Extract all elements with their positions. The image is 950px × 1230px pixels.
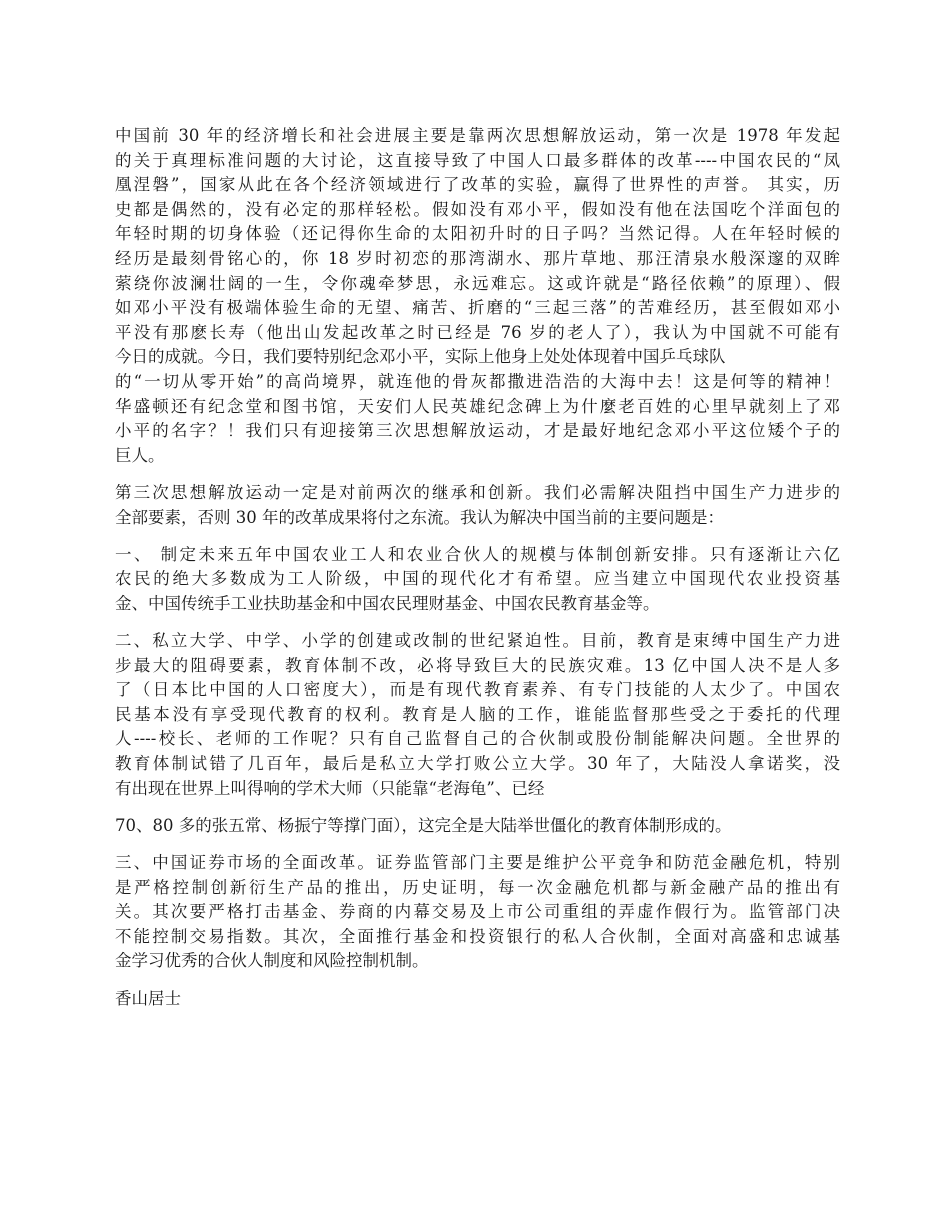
- text-line: 史都是偶然的，没有必定的那样轻松。假如没有邓小平，假如没有他在法国吃个洋面包的: [115, 199, 840, 219]
- text-line: 平没有那麽长寿（他出山发起改革之时已经是 76 岁的老人了），我认为中国就不可能有: [115, 322, 840, 342]
- text-line: 关。其次要严格打击基金、券商的内幕交易及上市公司重组的弄虚作假行为。监管部门决: [115, 902, 840, 922]
- text-line: 教育体制试错了几百年，最后是私立大学打败公立大学。30 年了，大陆没人拿诺奖，没: [115, 754, 840, 774]
- text-line: 70、80 多的张五常、杨振宁等撑门面），这完全是大陆举世僵化的教育体制形成的。: [115, 815, 732, 835]
- paragraph-intro: [115, 124, 840, 468]
- text-line: 是严格控制创新衍生产品的推出，历史证明，每一次金融危机都与新金融产品的推出有: [115, 877, 840, 897]
- text-line: 有出现在世界上叫得响的学术大师（只能靠“老海龟”、已经: [115, 778, 545, 798]
- text-line: 金学习优秀的合伙人制度和风险控制机制。: [115, 951, 429, 971]
- text-line: 一、 制定未来五年中国农业工人和农业合伙人的规模与体制创新安排。只有逐渐让六亿: [115, 544, 840, 564]
- text-line: 年轻时期的切身体验（还记得你生命的太阳初升时的日子吗？当然记得。人在年轻时候的: [115, 224, 840, 244]
- text-line: 萦绕你波澜壮阔的一生，令你魂牵梦思，永远难忘。这或许就是“路径依赖”的原理）、假: [115, 273, 840, 293]
- text-line: 经历是最刻骨铭心的，你 18 岁时初恋的那湾湖水、那片草地、那汪清泉水般深邃的双眸: [115, 248, 840, 268]
- text-line: 今日的成就。今日，我们要特别纪念邓小平，实际上他身上处处体现着中国乒乓球队: [115, 347, 726, 367]
- text-line: 华盛顿还有纪念堂和图书馆，天安们人民英雄纪念碑上为什麼老百姓的心里早就刻上了邓: [115, 396, 840, 416]
- text-line: 农民的绝大多数成为工人阶级，中国的现代化才有希望。应当建立中国现代农业投资基: [115, 569, 840, 589]
- paragraph-point-three: [115, 851, 840, 974]
- text-line: 二、私立大学、中学、小学的创建或改制的世纪紧迫性。目前，教育是束缚中国生产力进: [115, 631, 840, 651]
- text-line: 巨人。: [115, 445, 165, 465]
- text-line: 如邓小平没有极端体验生命的无望、痛苦、折磨的“三起三落”的苦难经历，甚至假如邓小: [115, 298, 840, 318]
- text-line: 不能控制交易指数。其次，全面推行基金和投资银行的私人合伙制，全面对高盛和忠诚基: [115, 926, 840, 946]
- text-line: 小平的名字？！我们只有迎接第三次思想解放运动，才是最好地纪念邓小平这位矮个子的: [115, 421, 840, 441]
- paragraph-point-one: [115, 543, 840, 617]
- text-line: 的关于真理标准问题的大讨论，这直接导致了中国人口最多群体的改革----中国农民的“凤: [115, 150, 840, 170]
- author-signature: 香山居士: [115, 988, 181, 1008]
- text-line: 中国前 30 年的经济增长和社会进展主要是靠两次思想解放运动，第一次是 1978 年发起: [115, 126, 840, 145]
- paragraph-third-liberation: [115, 481, 840, 530]
- text-line: 的“一切从零开始”的高尚境界，就连他的骨灰都撒进浩浩的大海中去！这是何等的精神！: [115, 371, 840, 391]
- paragraph-point-two: [115, 629, 840, 801]
- text-line: 第三次思想解放运动一定是对前两次的继承和创新。我们必需解决阻挡中国生产力进步的: [115, 482, 840, 502]
- text-line: 金、中国传统手工业扶助基金和中国农民理财基金、中国农民教育基金等。: [115, 593, 660, 613]
- text-line: 全部要素，否则 30 年的改革成果将付之东流。我认为解决中国当前的主要问题是：: [115, 507, 724, 527]
- paragraph-point-two-continued: [115, 814, 840, 839]
- document-page: [115, 124, 840, 1011]
- text-line: 凰涅磐”，国家从此在各个经济领域进行了改革的实验，赢得了世界性的声誉。 其实，历: [115, 175, 840, 195]
- text-line: 了（日本比中国的人口密度大），而是有现代教育素养、有专门技能的人太少了。中国农: [115, 680, 840, 700]
- text-line: 人----校长、老师的工作呢？只有自己监督自己的合伙制或股份制能解决问题。全世界的: [115, 729, 840, 749]
- text-line: 民基本没有享受现代教育的权利。教育是人脑的工作，谁能监督那些受之于委托的代理: [115, 704, 840, 724]
- text-line: 三、中国证券市场的全面改革。证券监管部门主要是维护公平竞争和防范金融危机，特别: [115, 853, 840, 872]
- text-line: 步最大的阻碍要素，教育体制不改，必将导致巨大的民族灾难。13 亿中国人决不是人多: [115, 655, 840, 675]
